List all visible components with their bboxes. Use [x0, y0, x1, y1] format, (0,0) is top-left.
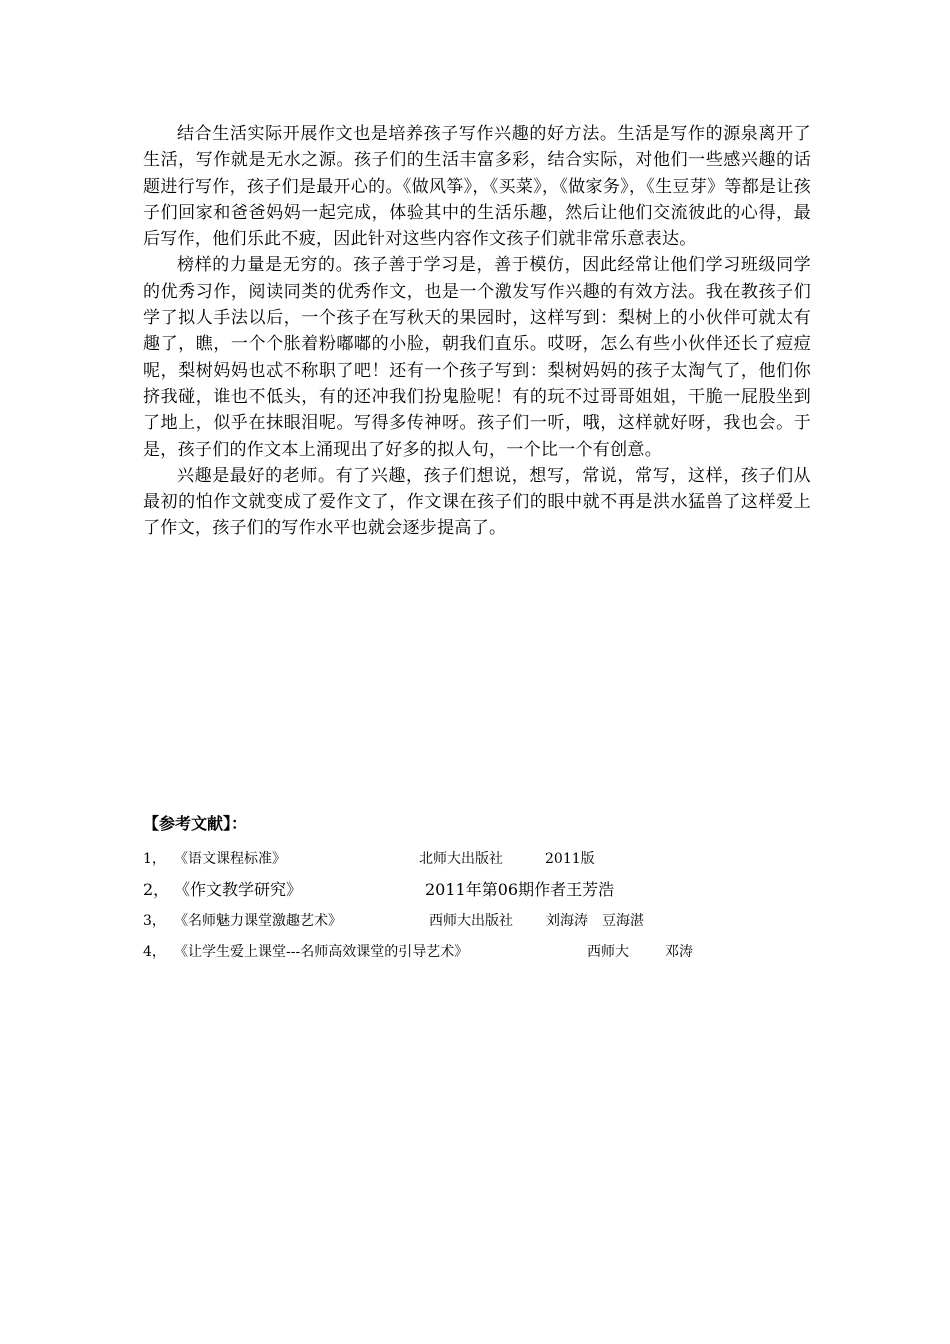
- reference-title: 《作文教学研究》: [174, 880, 303, 899]
- reference-title: 《让学生爱上课堂---名师高效课堂的引导艺术》: [174, 944, 469, 960]
- paragraph-interest: 兴趣是最好的老师。有了兴趣，孩子们想说，想写，常说，常写，这样，孩子们从最初的怕作文就变成了爱作文了，作文课在孩子们的眼中就不再是洪水猛兽了这样爱上了作文，孩子们的写作水平也就会逐步提高了。: [143, 465, 811, 539]
- reference-number: 3，: [143, 913, 166, 929]
- paragraph-life-writing: 结合生活实际开展作文也是培养孩子写作兴趣的好方法。生活是写作的源泉离开了生活，写作就是无水之源。孩子们的生活丰富多彩，结合实际，对他们一些感兴趣的话题进行写作，孩子们是最开心的。《做风筝》，《买菜》，《做家务》，《生豆芽》等都是让孩子们回家和爸爸妈妈一起完成，体验其中的生活乐趣，然后让他们交流彼此的心得，最后写作，他们乐此不疲，因此针对这些内容作文孩子们就非常乐意表达。: [143, 124, 811, 250]
- reference-title: 《名师魅力课堂激趣艺术》: [174, 913, 342, 929]
- body-text: [143, 121, 811, 542]
- reference-extra: 2011版: [545, 851, 595, 867]
- reference-publisher: 西师大: [587, 944, 629, 960]
- reference-item: [143, 942, 843, 973]
- reference-extra: 刘海涛 豆海湛: [546, 913, 644, 929]
- reference-item: [143, 911, 843, 942]
- references-section: [143, 813, 843, 973]
- reference-number: 4，: [143, 944, 166, 960]
- reference-extra: 邓涛: [665, 944, 693, 960]
- reference-item: [143, 849, 843, 880]
- reference-item: [143, 880, 843, 911]
- paragraph-role-model: 榜样的力量是无穷的。孩子善于学习是，善于模仿，因此经常让他们学习班级同学的优秀习作，阅读同类的优秀作文，也是一个激发写作兴趣的有效方法。我在教孩子们学了拟人手法以后，一个孩子在写秋天的果园时，这样写到：梨树上的小伙伴可就太有趣了，瞧，一个个胀着粉嘟嘟的小脸，朝我们直乐。哎呀，怎么有些小伙伴还长了痘痘呢，梨树妈妈也忒不称职了吧！还有一个孩子写到：梨树妈妈的孩子太淘气了，他们你挤我碰，谁也不低头，有的还冲我们扮鬼脸呢！有的玩不过哥哥姐姐，干脆一屁股坐到了地上，似乎在抹眼泪呢。写得多传神呀。孩子们一听，哦，这样就好呀，我也会。于是，孩子们的作文本上涌现出了好多的拟人句，一个比一个有创意。: [143, 255, 811, 460]
- reference-number: 2，: [143, 880, 170, 899]
- reference-title: 《语文课程标准》: [174, 851, 286, 867]
- reference-publisher: 北师大出版社: [419, 851, 503, 867]
- reference-publisher: 西师大出版社: [429, 913, 513, 929]
- references-heading: 【参考文献】：: [143, 814, 248, 833]
- reference-number: 1，: [143, 851, 166, 867]
- reference-publisher: 2011年第06期作者王芳浩: [425, 880, 615, 899]
